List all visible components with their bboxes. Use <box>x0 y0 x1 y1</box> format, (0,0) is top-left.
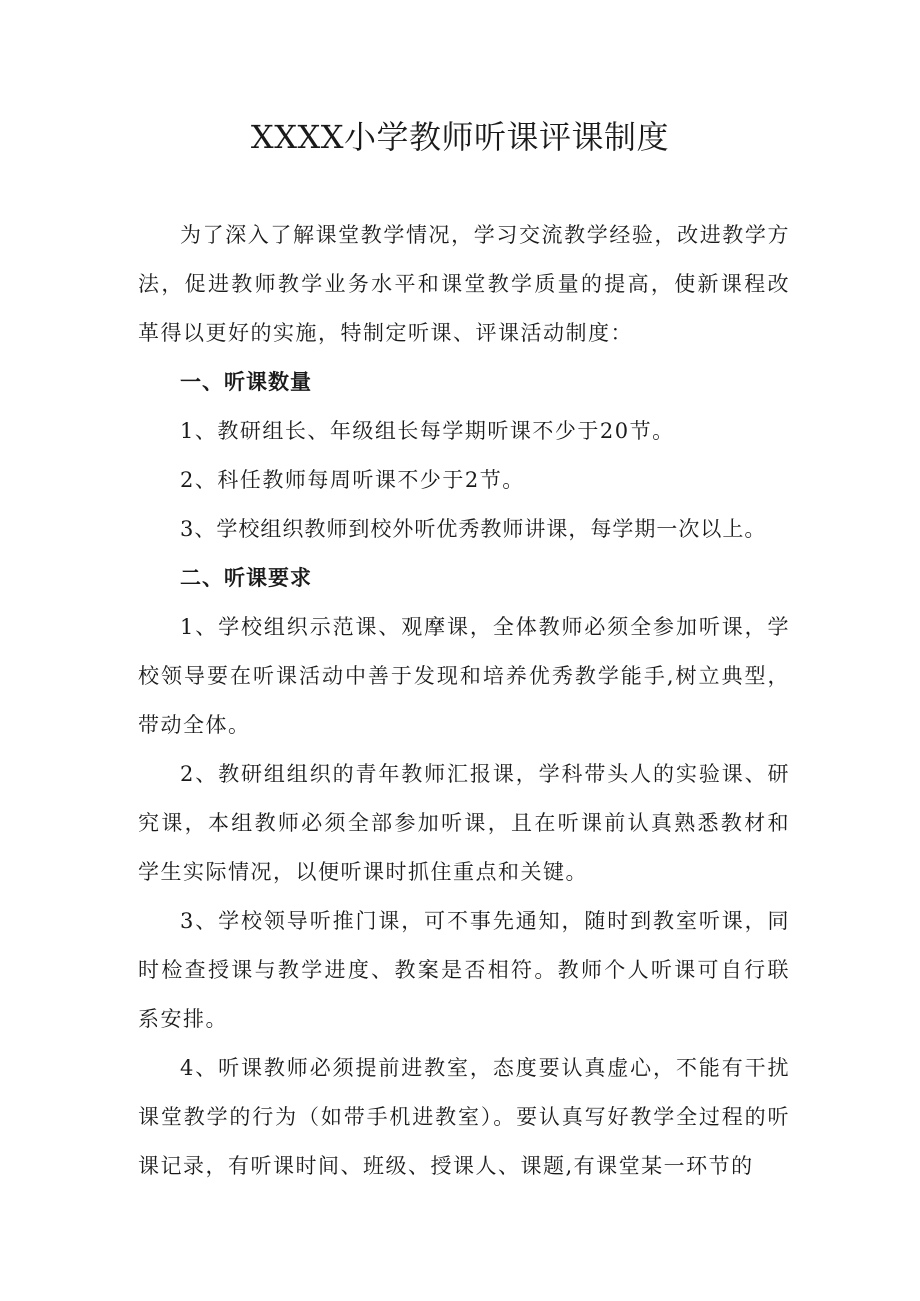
quantity-item-1: 1、教研组长、年级组长每学期听课不少于20节。 <box>180 419 675 443</box>
intro-paragraph: 为了深入了解课堂教学情况，学习交流教学经验，改进教学方法，促进教师教学业务水平和课堂教学质量的提高，使新课程改革得以更好的实施，特制定听课、评课活动制度： <box>138 223 790 345</box>
document-body <box>138 211 790 1191</box>
quantity-item-3: 3、学校组织教师到校外听优秀教师讲课，每学期一次以上。 <box>180 517 767 541</box>
requirement-item-1: 1、学校组织示范课、观摩课，全体教师必须全参加听课，学校领导要在听课活动中善于发现和培养优秀教学能手,树立典型，带动全体。 <box>138 615 790 737</box>
requirement-item-3: 3、学校领导听推门课，可不事先通知，随时到教室听课，同时检查授课与教学进度、教案是否相符。教师个人听课可自行联系安排。 <box>138 909 790 1031</box>
requirement-item-2: 2、教研组组织的青年教师汇报课，学科带头人的实验课、研究课，本组教师必须全部参加听课，且在听课前认真熟悉教材和学生实际情况，以便听课时抓住重点和关键。 <box>138 762 790 884</box>
requirement-item-4: 4、听课教师必须提前进教室，态度要认真虚心，不能有干扰课堂教学的行为（如带手机进教室）。要认真写好教学全过程的听课记录，有听课时间、班级、授课人、课题,有课堂某一环节的 <box>138 1056 790 1178</box>
section-heading-listening-quantity: 一、听课数量 <box>180 370 312 394</box>
quantity-item-2: 2、科任教师每周听课不少于2节。 <box>180 468 525 492</box>
document-title: XXXX小学教师听课评课制度 <box>250 118 670 156</box>
section-heading-listening-requirements: 二、听课要求 <box>180 566 312 590</box>
